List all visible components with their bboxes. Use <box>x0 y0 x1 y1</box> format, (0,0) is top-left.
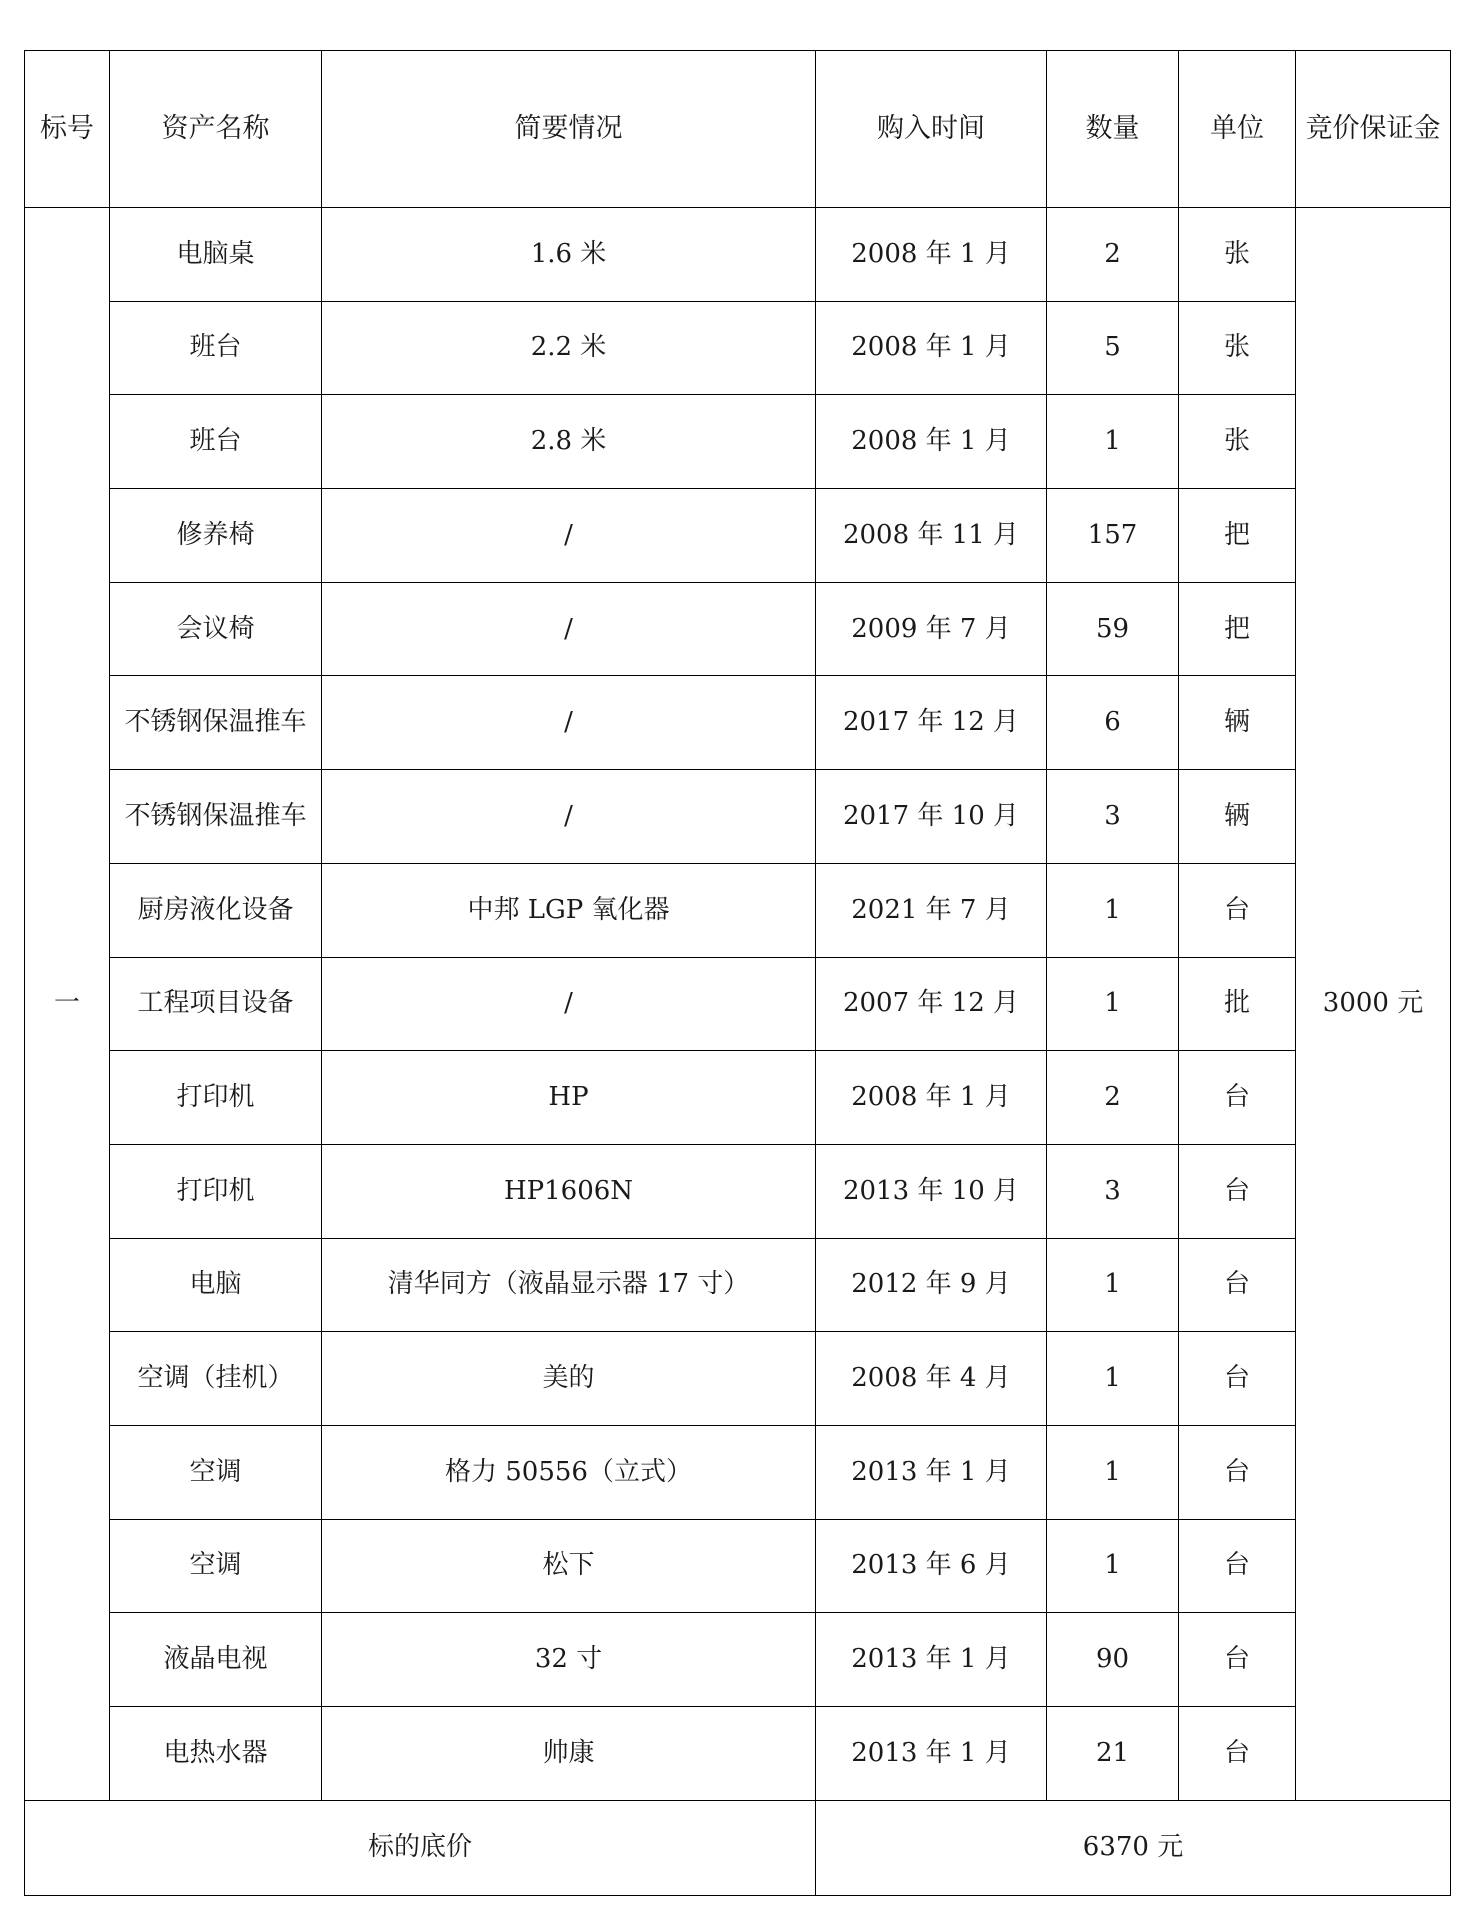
asset-name-cell: 电热水器 <box>110 1707 322 1801</box>
description-cell: 美的 <box>322 1332 816 1426</box>
description-cell: HP <box>322 1051 816 1145</box>
unit-cell: 张 <box>1179 301 1296 395</box>
asset-name-cell: 打印机 <box>110 1144 322 1238</box>
description-cell: HP1606N <box>322 1144 816 1238</box>
quantity-cell: 1 <box>1047 957 1179 1051</box>
footer-row <box>25 1800 1451 1895</box>
purchase-date-cell: 2013 年 1 月 <box>816 1425 1047 1519</box>
unit-cell: 把 <box>1179 489 1296 583</box>
quantity-cell: 1 <box>1047 1425 1179 1519</box>
purchase-date-cell: 2012 年 9 月 <box>816 1238 1047 1332</box>
table-row <box>25 582 1451 676</box>
table-row <box>25 1144 1451 1238</box>
table-row <box>25 1613 1451 1707</box>
unit-cell: 台 <box>1179 1425 1296 1519</box>
purchase-date-cell: 2008 年 4 月 <box>816 1332 1047 1426</box>
unit-cell: 张 <box>1179 208 1296 302</box>
unit-cell: 台 <box>1179 1707 1296 1801</box>
asset-name-cell: 空调 <box>110 1519 322 1613</box>
purchase-date-cell: 2008 年 1 月 <box>816 395 1047 489</box>
purchase-date-cell: 2013 年 6 月 <box>816 1519 1047 1613</box>
asset-name-cell: 电脑桌 <box>110 208 322 302</box>
footer-label: 标的底价 <box>25 1800 816 1895</box>
purchase-date-cell: 2007 年 12 月 <box>816 957 1047 1051</box>
asset-name-cell: 修养椅 <box>110 489 322 583</box>
asset-name-cell: 不锈钢保温推车 <box>110 770 322 864</box>
unit-cell: 台 <box>1179 1144 1296 1238</box>
description-cell: / <box>322 957 816 1051</box>
table-row <box>25 957 1451 1051</box>
description-cell: 1.6 米 <box>322 208 816 302</box>
unit-cell: 台 <box>1179 1332 1296 1426</box>
footer-value: 6370 元 <box>816 1800 1451 1895</box>
quantity-cell: 5 <box>1047 301 1179 395</box>
quantity-cell: 1 <box>1047 863 1179 957</box>
quantity-cell: 3 <box>1047 1144 1179 1238</box>
unit-cell: 台 <box>1179 1613 1296 1707</box>
table-row <box>25 1238 1451 1332</box>
purchase-date-cell: 2008 年 1 月 <box>816 1051 1047 1145</box>
description-cell: / <box>322 676 816 770</box>
unit-cell: 台 <box>1179 1238 1296 1332</box>
purchase-date-cell: 2008 年 1 月 <box>816 301 1047 395</box>
purchase-date-cell: 2013 年 1 月 <box>816 1613 1047 1707</box>
quantity-cell: 1 <box>1047 1332 1179 1426</box>
description-cell: / <box>322 582 816 676</box>
table-row <box>25 1051 1451 1145</box>
quantity-cell: 6 <box>1047 676 1179 770</box>
purchase-date-cell: 2013 年 10 月 <box>816 1144 1047 1238</box>
unit-cell: 张 <box>1179 395 1296 489</box>
purchase-date-cell: 2008 年 1 月 <box>816 208 1047 302</box>
description-cell: 格力 50556（立式） <box>322 1425 816 1519</box>
unit-cell: 台 <box>1179 863 1296 957</box>
description-cell: / <box>322 770 816 864</box>
header-unit: 单位 <box>1179 51 1296 208</box>
header-description: 简要情况 <box>322 51 816 208</box>
table-row <box>25 1425 1451 1519</box>
quantity-cell: 2 <box>1047 1051 1179 1145</box>
table-row <box>25 1332 1451 1426</box>
description-cell: 中邦 LGP 氧化器 <box>322 863 816 957</box>
quantity-cell: 3 <box>1047 770 1179 864</box>
header-asset-name: 资产名称 <box>110 51 322 208</box>
unit-cell: 批 <box>1179 957 1296 1051</box>
asset-name-cell: 工程项目设备 <box>110 957 322 1051</box>
description-cell: 帅康 <box>322 1707 816 1801</box>
table-row <box>25 301 1451 395</box>
description-cell: 32 寸 <box>322 1613 816 1707</box>
asset-name-cell: 班台 <box>110 301 322 395</box>
unit-cell: 把 <box>1179 582 1296 676</box>
quantity-cell: 90 <box>1047 1613 1179 1707</box>
header-lot-number: 标号 <box>25 51 110 208</box>
quantity-cell: 1 <box>1047 395 1179 489</box>
header-deposit: 竞价保证金 <box>1296 51 1451 208</box>
table-row <box>25 1519 1451 1613</box>
description-cell: 2.2 米 <box>322 301 816 395</box>
asset-name-cell: 厨房液化设备 <box>110 863 322 957</box>
table-row <box>25 770 1451 864</box>
asset-name-cell: 不锈钢保温推车 <box>110 676 322 770</box>
quantity-cell: 157 <box>1047 489 1179 583</box>
description-cell: 松下 <box>322 1519 816 1613</box>
asset-name-cell: 打印机 <box>110 1051 322 1145</box>
purchase-date-cell: 2013 年 1 月 <box>816 1707 1047 1801</box>
quantity-cell: 1 <box>1047 1519 1179 1613</box>
deposit-cell: 3000 元 <box>1296 208 1451 1801</box>
asset-name-cell: 液晶电视 <box>110 1613 322 1707</box>
unit-cell: 辆 <box>1179 676 1296 770</box>
quantity-cell: 2 <box>1047 208 1179 302</box>
asset-table <box>24 50 1451 1896</box>
unit-cell: 台 <box>1179 1519 1296 1613</box>
table-row <box>25 489 1451 583</box>
quantity-cell: 59 <box>1047 582 1179 676</box>
description-cell: / <box>322 489 816 583</box>
table-row <box>25 395 1451 489</box>
header-purchase-date: 购入时间 <box>816 51 1047 208</box>
purchase-date-cell: 2009 年 7 月 <box>816 582 1047 676</box>
purchase-date-cell: 2017 年 12 月 <box>816 676 1047 770</box>
asset-name-cell: 空调 <box>110 1425 322 1519</box>
asset-name-cell: 班台 <box>110 395 322 489</box>
purchase-date-cell: 2017 年 10 月 <box>816 770 1047 864</box>
unit-cell: 辆 <box>1179 770 1296 864</box>
header-quantity: 数量 <box>1047 51 1179 208</box>
purchase-date-cell: 2021 年 7 月 <box>816 863 1047 957</box>
table-row <box>25 208 1451 302</box>
table-row <box>25 676 1451 770</box>
quantity-cell: 21 <box>1047 1707 1179 1801</box>
table-row <box>25 1707 1451 1801</box>
description-cell: 2.8 米 <box>322 395 816 489</box>
description-cell: 清华同方（液晶显示器 17 寸） <box>322 1238 816 1332</box>
lot-number-cell: 一 <box>25 208 110 1801</box>
table-row <box>25 863 1451 957</box>
header-row <box>25 51 1451 208</box>
purchase-date-cell: 2008 年 11 月 <box>816 489 1047 583</box>
unit-cell: 台 <box>1179 1051 1296 1145</box>
asset-name-cell: 空调（挂机） <box>110 1332 322 1426</box>
asset-name-cell: 会议椅 <box>110 582 322 676</box>
quantity-cell: 1 <box>1047 1238 1179 1332</box>
asset-name-cell: 电脑 <box>110 1238 322 1332</box>
